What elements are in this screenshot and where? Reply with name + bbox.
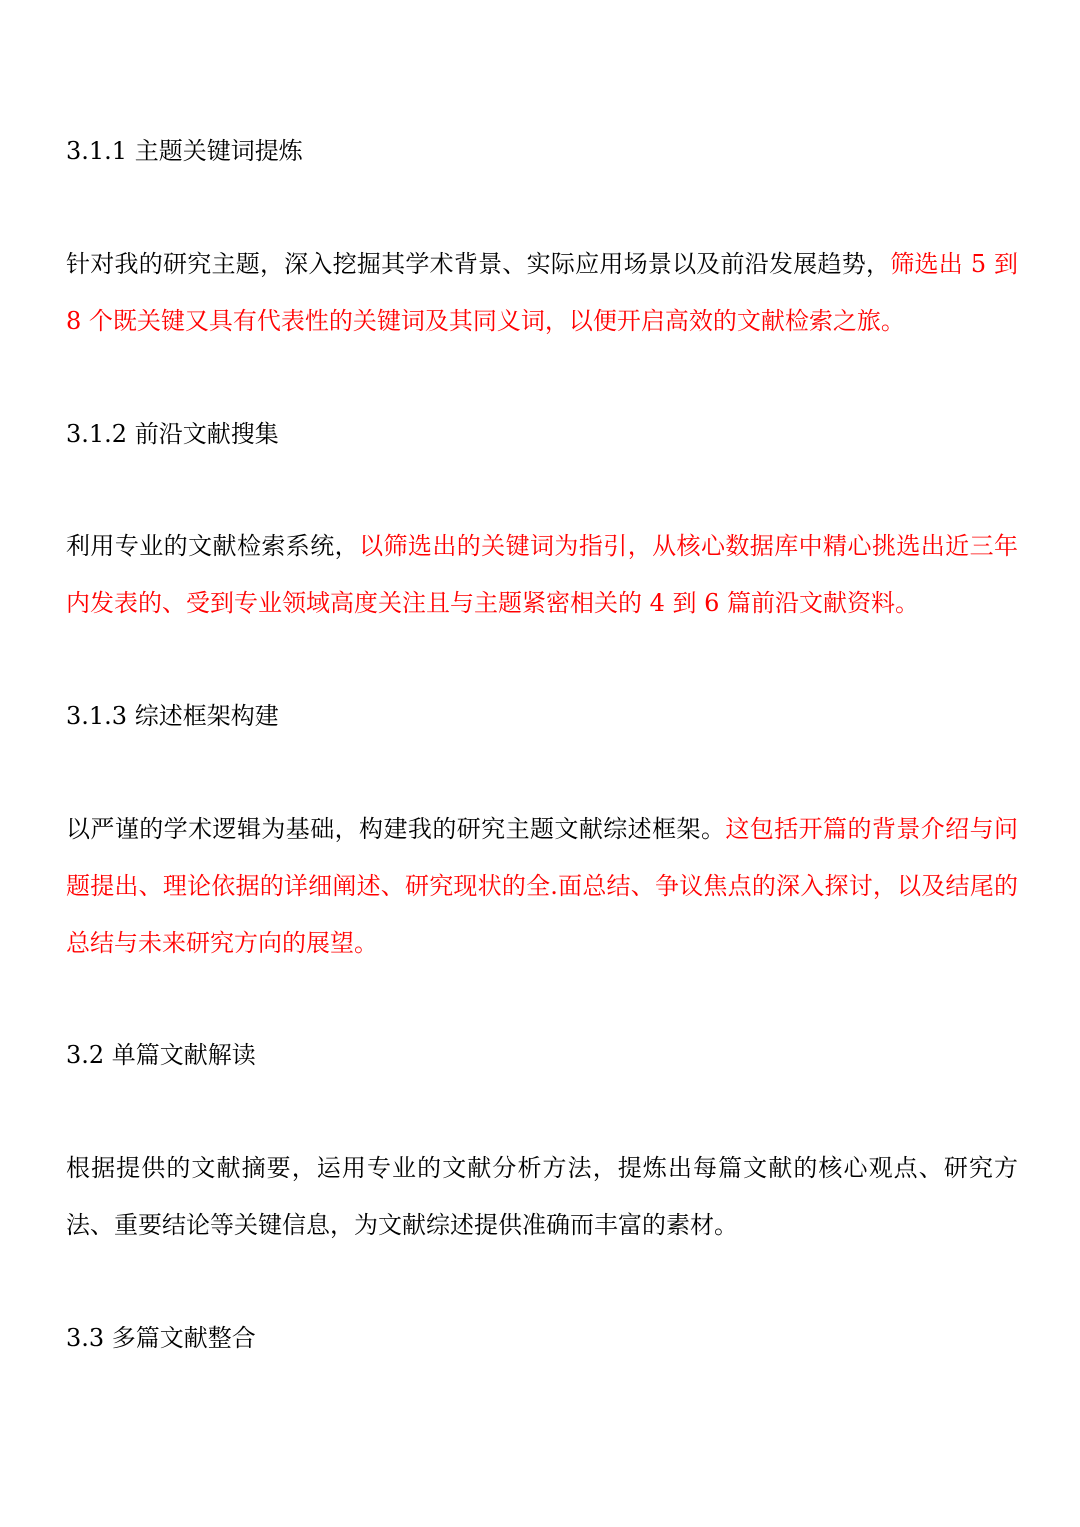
section-heading-3-3: 3.3 多篇文献整合 [66,1324,256,1352]
paragraph-highlight-text: 筛选出 5 到 8 个既关键又具有代表性的关键词及其同义词，以便开启高效的文献检索之旅。 [66,250,1019,335]
paragraph-text: 针对我的研究主题，深入挖掘其学术背景、实际应用场景以及前沿发展趋势， [66,250,891,278]
section-paragraph-3-1-3 [66,801,1018,972]
section-paragraph-3-1-2 [66,518,1018,632]
paragraph-text: 以严谨的学术逻辑为基础，构建我的研究主题文献综述框架。 [66,815,726,843]
paragraph-highlight-text: 以筛选出的关键词为指引，从核心数据库中精心挑选出近三年内发表的、受到专业领域高度关注且与主题紧密相关的 4 到 6 篇前沿文献资料。 [66,532,1019,617]
paragraph-highlight-text: 这包括开篇的背景介绍与问题提出、理论依据的详细阐述、研究现状的全.面总结、争议焦点的深入探讨，以及结尾的总结与未来研究方向的展望。 [66,815,1019,957]
section-heading-3-1-2: 3.1.2 前沿文献搜集 [66,420,279,448]
paragraph-text: 根据提供的文献摘要，运用专业的文献分析方法，提炼出每篇文献的核心观点、研究方法、重要结论等关键信息，为文献综述提供准确而丰富的素材。 [66,1154,1018,1239]
section-paragraph-3-1-1 [66,236,1018,350]
paragraph-text: 利用专业的文献检索系统， [66,532,360,560]
section-heading-3-2: 3.2 单篇文献解读 [66,1041,256,1069]
section-paragraph-3-2 [66,1140,1018,1254]
section-heading-3-1-3: 3.1.3 综述框架构建 [66,702,279,730]
section-heading-3-1-1: 3.1.1 主题关键词提炼 [66,137,303,165]
